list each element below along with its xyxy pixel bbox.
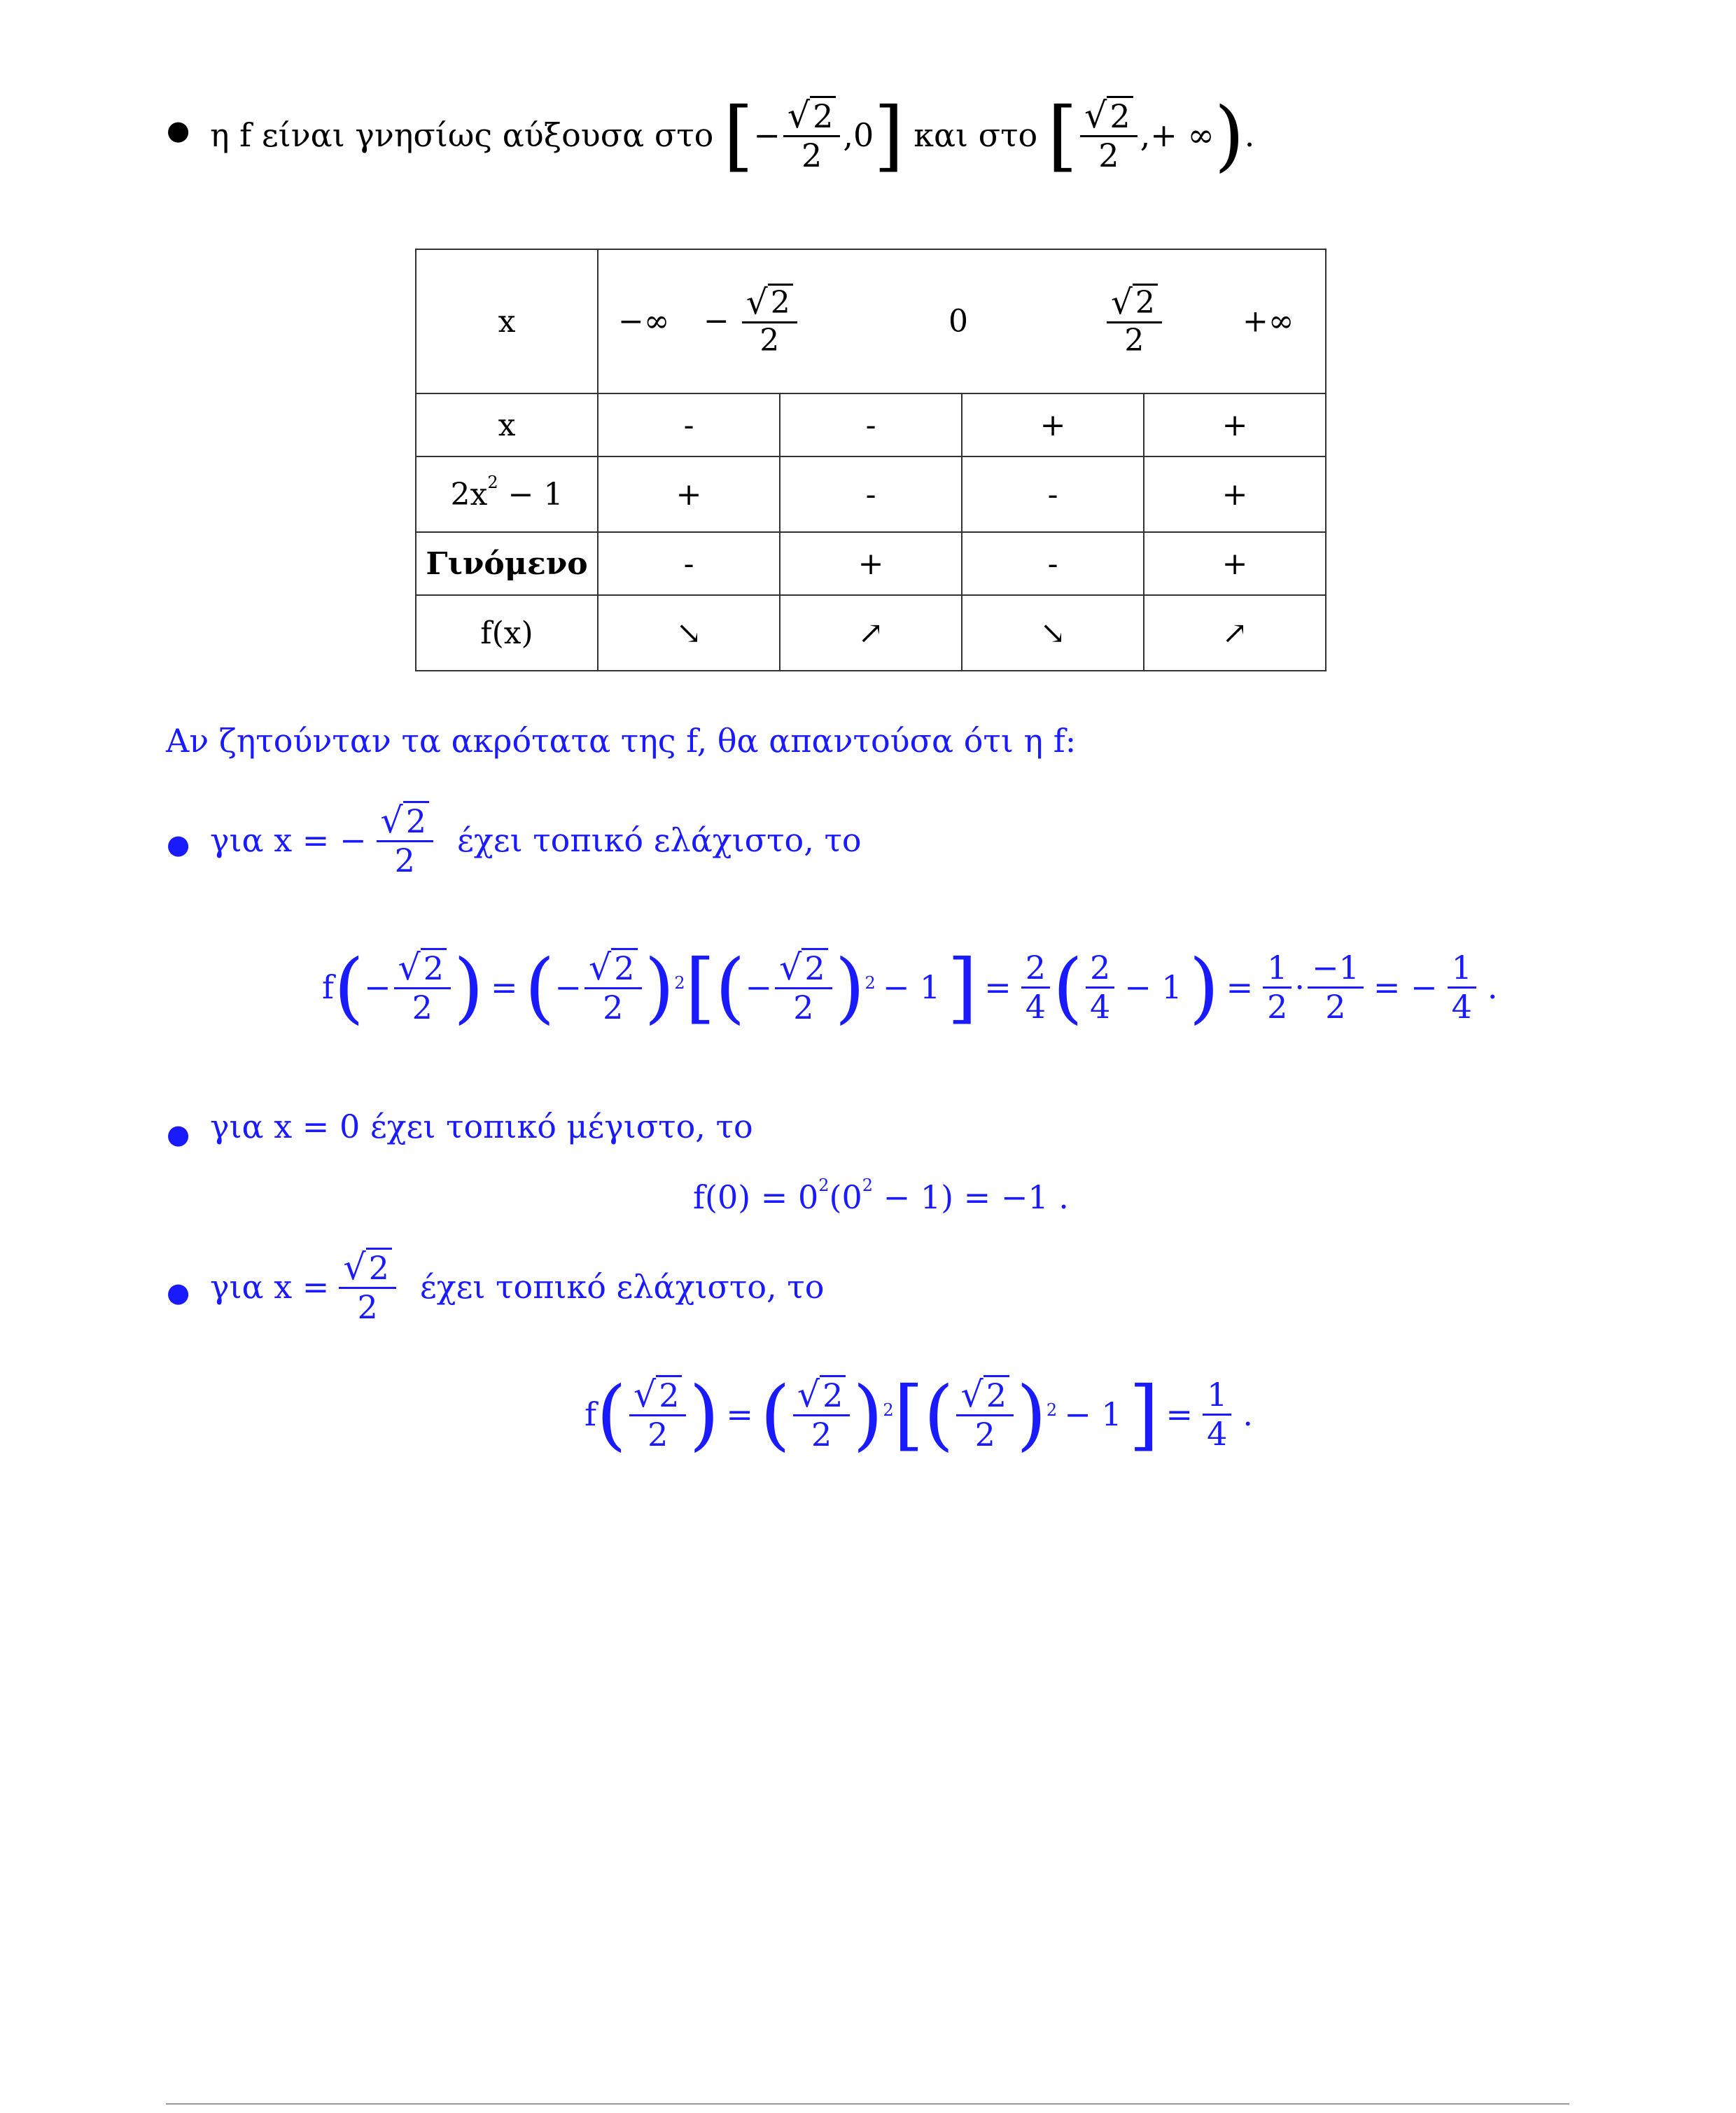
sign-cell: + [598, 456, 780, 532]
sqrt2-over-2: √ 2 2 [377, 801, 434, 879]
decreasing-arrow-icon: ↘ [598, 595, 780, 671]
increasing-text: η f είναι γνησίως αύξουσα στο [210, 116, 714, 154]
sign-cell: + [1144, 456, 1326, 532]
connector-text: και στο [913, 116, 1038, 154]
bullet-dot: ● [167, 1277, 190, 1308]
neg-sqrt2-over-2: − √ 2 2 [704, 284, 800, 359]
bullet-dot: ● [167, 1119, 190, 1150]
sign-cell: - [780, 393, 962, 456]
equation-min2: f ( √ 2 2 ) = ( √ 2 2 ) 2 [ ( √ 2 2 ) 2 − 1 ] = $\frac{1}{4}$ . [584, 1369, 1253, 1459]
plus-infinity: +∞ [1242, 303, 1294, 340]
zero-value: 0 [948, 303, 968, 340]
extrema-intro: Αν ζητούνταν τα ακρότατα της f, θα απαντούσα ότι η f: [166, 722, 1077, 760]
end-dot: . [1244, 116, 1255, 154]
increasing-arrow-icon: ↗ [1144, 595, 1326, 671]
interval2-sep: ,+ ∞ [1140, 116, 1214, 154]
sign-cell: - [598, 393, 780, 456]
variation-table [415, 249, 1326, 671]
table-header-values [598, 249, 1326, 393]
increasing-arrow-icon: ↗ [780, 595, 962, 671]
bracket-open: [ [723, 90, 754, 180]
sqrt2-over-2: √ 2 2 [783, 96, 841, 174]
min2-suffix: έχει τοπικό ελάχιστο, το [419, 1268, 825, 1306]
sqrt2-over-2: √ 2 2 [339, 1248, 396, 1325]
table-row-product [416, 532, 1326, 595]
table-row-x [416, 393, 1326, 456]
row-label: $2x^2 - 1$ [416, 456, 598, 532]
paren-close: ) [1214, 90, 1245, 180]
min2-prefix: για x = [210, 1268, 330, 1306]
sign-cell: - [598, 532, 780, 595]
table-row-fx [416, 595, 1326, 671]
interval1-sep: ,0 [843, 116, 874, 154]
interval1-minus: − [753, 116, 780, 154]
sign-cell: + [780, 532, 962, 595]
bracket-close: ] [874, 90, 904, 180]
sign-cell: - [962, 532, 1144, 595]
minus-infinity: −∞ [618, 303, 670, 340]
pos-sqrt2-over-2: √ 2 2 [1104, 284, 1165, 359]
sign-cell: + [1144, 393, 1326, 456]
bullet-dot: ● [167, 115, 190, 146]
min1-statement [210, 784, 862, 896]
equation-max: $f(0) = 0^2(0^2 - 1) = -1$ . [693, 1176, 1069, 1216]
sign-cell: - [962, 456, 1144, 532]
min1-suffix: έχει τοπικό ελάχιστο, το [457, 821, 862, 859]
row-label: Γινόμενο [416, 532, 598, 595]
sign-cell: + [962, 393, 1144, 456]
table-row-2x2-minus-1 [416, 456, 1326, 532]
min1-prefix: για x = − [210, 821, 367, 859]
decreasing-arrow-icon: ↘ [962, 595, 1144, 671]
increasing-statement [210, 83, 1254, 188]
row-label: f(x) [416, 595, 598, 671]
table-header-row [416, 249, 1326, 393]
bracket-open-2: [ [1047, 90, 1078, 180]
row-label: x [416, 393, 598, 456]
table-header-label: x [416, 249, 598, 393]
max-statement: για x = 0 έχει τοπικό μέγιστο, το [210, 1108, 753, 1145]
sign-cell: + [1144, 532, 1326, 595]
min2-statement [210, 1231, 824, 1343]
sign-cell: - [780, 456, 962, 532]
equation-min1: f ( − √ 2 2 ) = ( − √ 2 2 ) 2 [ ( − √ 2 2 ) 2 − 1 ] = $\frac{2}{4}$ ( $\frac{2}{4}$ − 1 ) = $\frac{1}{2}$ · $\frac{-1}{2}$ = − $\frac{1}{4}$ . [322, 942, 1498, 1032]
sqrt2-over-2: √ 2 2 [1080, 96, 1138, 174]
bullet-dot: ● [167, 829, 190, 860]
footer-divider [166, 2103, 1569, 2105]
